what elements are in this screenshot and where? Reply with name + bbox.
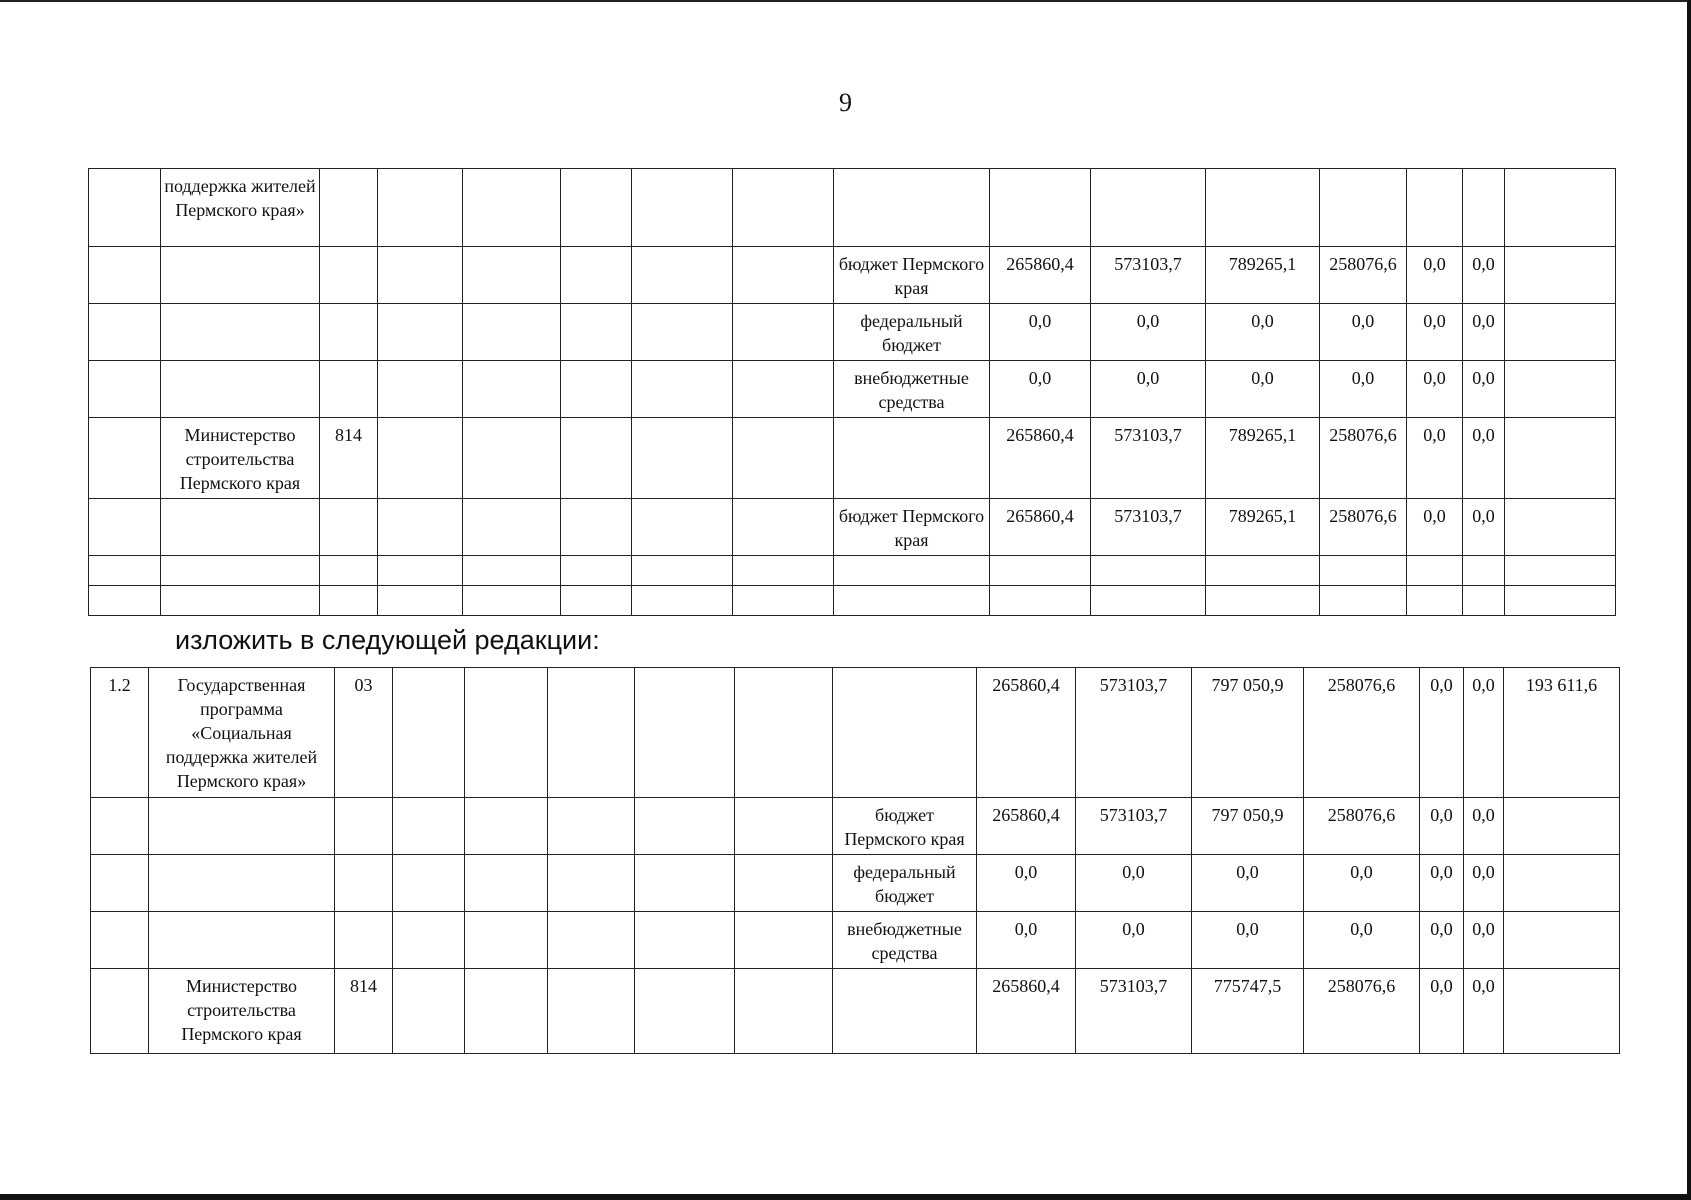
row-number-cell — [89, 418, 161, 499]
empty-cell — [393, 668, 465, 798]
value-cell: 573103,7 — [1091, 247, 1206, 304]
scan-border-right — [1687, 0, 1691, 1200]
empty-cell — [561, 418, 632, 499]
value-cell: 265860,4 — [977, 668, 1076, 798]
value-cell: 265860,4 — [990, 499, 1091, 556]
value-cell — [1505, 418, 1616, 499]
value-cell: 0,0 — [1420, 668, 1464, 798]
value-cell: 0,0 — [977, 855, 1076, 912]
empty-cell — [378, 556, 463, 586]
empty-cell — [561, 304, 632, 361]
value-cell — [1463, 169, 1505, 247]
value-cell — [1320, 169, 1407, 247]
table-row — [89, 361, 1616, 418]
program-name-cell — [161, 586, 320, 616]
empty-cell — [733, 418, 834, 499]
value-cell: 0,0 — [1463, 304, 1505, 361]
row-number-cell — [89, 556, 161, 586]
empty-cell — [735, 969, 833, 1054]
empty-cell — [733, 247, 834, 304]
empty-cell — [463, 361, 561, 418]
value-cell — [1504, 855, 1620, 912]
empty-cell — [465, 668, 548, 798]
code-cell — [320, 304, 378, 361]
value-cell: 0,0 — [1407, 418, 1463, 499]
program-name-cell — [149, 912, 335, 969]
value-cell: 0,0 — [1463, 418, 1505, 499]
code-cell: 814 — [320, 418, 378, 499]
value-cell — [1091, 169, 1206, 247]
funding-source-cell: федеральный бюджет — [834, 304, 990, 361]
table-row — [89, 556, 1616, 586]
table-row — [91, 912, 1620, 969]
code-cell — [335, 912, 393, 969]
value-cell — [1463, 586, 1505, 616]
value-cell: 0,0 — [1206, 361, 1320, 418]
value-cell: 0,0 — [1206, 304, 1320, 361]
table-row — [89, 586, 1616, 616]
value-cell: 573103,7 — [1091, 418, 1206, 499]
code-cell — [320, 556, 378, 586]
value-cell: 193 611,6 — [1504, 668, 1620, 798]
row-number-cell — [91, 798, 149, 855]
value-cell — [1504, 798, 1620, 855]
empty-cell — [733, 169, 834, 247]
program-name-cell — [149, 855, 335, 912]
empty-cell — [561, 247, 632, 304]
value-cell: 0,0 — [1463, 247, 1505, 304]
empty-cell — [632, 499, 733, 556]
code-cell — [335, 855, 393, 912]
table-row — [89, 247, 1616, 304]
value-cell — [1504, 912, 1620, 969]
row-number-cell — [91, 855, 149, 912]
empty-cell — [463, 247, 561, 304]
value-cell: 0,0 — [1463, 499, 1505, 556]
program-name-cell: поддержка жителей Пермского края» — [161, 169, 320, 247]
funding-source-cell — [833, 668, 977, 798]
program-name-cell — [161, 556, 320, 586]
value-cell: 0,0 — [1420, 912, 1464, 969]
empty-cell — [465, 798, 548, 855]
value-cell — [990, 169, 1091, 247]
code-cell — [320, 361, 378, 418]
value-cell — [990, 556, 1091, 586]
empty-cell — [561, 586, 632, 616]
value-cell: 573103,7 — [1076, 969, 1192, 1054]
value-cell: 797 050,9 — [1192, 798, 1304, 855]
value-cell: 0,0 — [1091, 361, 1206, 418]
program-name-cell — [149, 798, 335, 855]
empty-cell — [465, 969, 548, 1054]
program-name-cell: Министерство строительства Пермского края — [161, 418, 320, 499]
value-cell: 0,0 — [1464, 969, 1504, 1054]
empty-cell — [635, 668, 735, 798]
table-row — [91, 855, 1620, 912]
funding-source-cell — [834, 586, 990, 616]
row-number-cell — [89, 247, 161, 304]
empty-cell — [378, 247, 463, 304]
empty-cell — [561, 361, 632, 418]
value-cell: 0,0 — [977, 912, 1076, 969]
value-cell: 0,0 — [1464, 855, 1504, 912]
code-cell — [335, 798, 393, 855]
empty-cell — [393, 798, 465, 855]
empty-cell — [463, 556, 561, 586]
value-cell: 0,0 — [1320, 304, 1407, 361]
value-cell — [1407, 556, 1463, 586]
value-cell — [1504, 969, 1620, 1054]
value-cell: 0,0 — [1304, 855, 1420, 912]
value-cell — [1206, 556, 1320, 586]
funding-source-cell — [834, 556, 990, 586]
table-row — [89, 304, 1616, 361]
code-cell: 814 — [335, 969, 393, 1054]
empty-cell — [463, 304, 561, 361]
row-number-cell: 1.2 — [91, 668, 149, 798]
empty-cell — [463, 418, 561, 499]
value-cell: 0,0 — [1192, 855, 1304, 912]
empty-cell — [632, 169, 733, 247]
empty-cell — [733, 556, 834, 586]
value-cell: 573103,7 — [1076, 798, 1192, 855]
empty-cell — [632, 556, 733, 586]
empty-cell — [548, 912, 635, 969]
funding-source-cell — [834, 169, 990, 247]
empty-cell — [378, 499, 463, 556]
value-cell: 789265,1 — [1206, 418, 1320, 499]
value-cell: 258076,6 — [1320, 499, 1407, 556]
funding-source-cell: бюджет Пермского края — [833, 798, 977, 855]
funding-source-cell: внебюджетные средства — [834, 361, 990, 418]
code-cell: 03 — [335, 668, 393, 798]
value-cell — [1505, 556, 1616, 586]
funding-source-cell: федеральный бюджет — [833, 855, 977, 912]
empty-cell — [378, 169, 463, 247]
empty-cell — [378, 586, 463, 616]
code-cell — [320, 586, 378, 616]
value-cell — [1320, 586, 1407, 616]
value-cell: 258076,6 — [1304, 798, 1420, 855]
empty-cell — [393, 912, 465, 969]
row-number-cell — [91, 969, 149, 1054]
empty-cell — [635, 855, 735, 912]
value-cell — [1505, 304, 1616, 361]
page-number: 9 — [839, 88, 852, 117]
empty-cell — [463, 499, 561, 556]
empty-cell — [632, 418, 733, 499]
value-cell: 573103,7 — [1091, 499, 1206, 556]
value-cell: 258076,6 — [1304, 668, 1420, 798]
value-cell: 0,0 — [1192, 912, 1304, 969]
value-cell: 789265,1 — [1206, 247, 1320, 304]
value-cell: 0,0 — [1320, 361, 1407, 418]
empty-cell — [733, 586, 834, 616]
value-cell: 0,0 — [1464, 668, 1504, 798]
empty-cell — [393, 969, 465, 1054]
empty-cell — [632, 586, 733, 616]
value-cell: 0,0 — [1091, 304, 1206, 361]
new-budget-table — [90, 667, 1620, 1054]
value-cell — [1091, 556, 1206, 586]
empty-cell — [378, 304, 463, 361]
value-cell — [1505, 361, 1616, 418]
row-number-cell — [89, 361, 161, 418]
value-cell: 258076,6 — [1320, 418, 1407, 499]
value-cell: 0,0 — [990, 304, 1091, 361]
row-number-cell — [89, 304, 161, 361]
value-cell — [1463, 556, 1505, 586]
empty-cell — [393, 855, 465, 912]
value-cell — [1206, 586, 1320, 616]
value-cell — [1505, 247, 1616, 304]
program-name-cell: Министерство строительства Пермского края — [149, 969, 335, 1054]
scan-border-top — [0, 0, 1691, 2]
value-cell — [1206, 169, 1320, 247]
value-cell: 0,0 — [1407, 247, 1463, 304]
value-cell: 0,0 — [1076, 912, 1192, 969]
value-cell: 265860,4 — [990, 247, 1091, 304]
value-cell: 0,0 — [1464, 798, 1504, 855]
value-cell: 0,0 — [1076, 855, 1192, 912]
code-cell — [320, 169, 378, 247]
program-name-cell — [161, 304, 320, 361]
value-cell: 0,0 — [1420, 969, 1464, 1054]
empty-cell — [735, 668, 833, 798]
value-cell: 258076,6 — [1304, 969, 1420, 1054]
empty-cell — [632, 361, 733, 418]
value-cell: 0,0 — [1420, 798, 1464, 855]
value-cell: 0,0 — [1420, 855, 1464, 912]
empty-cell — [635, 798, 735, 855]
program-name-cell — [161, 499, 320, 556]
value-cell: 0,0 — [1304, 912, 1420, 969]
empty-cell — [463, 586, 561, 616]
empty-cell — [635, 969, 735, 1054]
value-cell: 0,0 — [1464, 912, 1504, 969]
code-cell — [320, 499, 378, 556]
row-number-cell — [91, 912, 149, 969]
value-cell: 265860,4 — [977, 798, 1076, 855]
empty-cell — [548, 969, 635, 1054]
table-row — [91, 798, 1620, 855]
value-cell: 265860,4 — [977, 969, 1076, 1054]
empty-cell — [733, 304, 834, 361]
value-cell — [1407, 169, 1463, 247]
funding-source-cell — [833, 969, 977, 1054]
value-cell: 265860,4 — [990, 418, 1091, 499]
program-name-cell — [161, 247, 320, 304]
old-budget-table — [88, 168, 1616, 616]
funding-source-cell: бюджет Пермского края — [834, 499, 990, 556]
program-name-cell — [161, 361, 320, 418]
funding-source-cell: внебюджетные средства — [833, 912, 977, 969]
value-cell — [1091, 586, 1206, 616]
value-cell: 775747,5 — [1192, 969, 1304, 1054]
empty-cell — [548, 855, 635, 912]
scan-border-bottom — [0, 1194, 1691, 1200]
empty-cell — [733, 499, 834, 556]
table-row — [89, 169, 1616, 247]
value-cell: 0,0 — [1407, 361, 1463, 418]
empty-cell — [465, 912, 548, 969]
code-cell — [320, 247, 378, 304]
value-cell — [1505, 169, 1616, 247]
value-cell — [1407, 586, 1463, 616]
empty-cell — [548, 798, 635, 855]
empty-cell — [561, 169, 632, 247]
row-number-cell — [89, 169, 161, 247]
empty-cell — [635, 912, 735, 969]
value-cell — [1505, 586, 1616, 616]
value-cell — [990, 586, 1091, 616]
row-number-cell — [89, 586, 161, 616]
empty-cell — [561, 556, 632, 586]
empty-cell — [735, 855, 833, 912]
value-cell: 0,0 — [1407, 304, 1463, 361]
value-cell — [1320, 556, 1407, 586]
empty-cell — [378, 418, 463, 499]
empty-cell — [465, 855, 548, 912]
instruction-text: изложить в следующей редакции: — [175, 625, 600, 655]
value-cell — [1505, 499, 1616, 556]
empty-cell — [733, 361, 834, 418]
empty-cell — [561, 499, 632, 556]
empty-cell — [378, 361, 463, 418]
table-row — [91, 969, 1620, 1054]
value-cell: 0,0 — [990, 361, 1091, 418]
value-cell: 789265,1 — [1206, 499, 1320, 556]
empty-cell — [548, 668, 635, 798]
empty-cell — [735, 798, 833, 855]
row-number-cell — [89, 499, 161, 556]
value-cell: 0,0 — [1407, 499, 1463, 556]
value-cell: 0,0 — [1463, 361, 1505, 418]
value-cell: 573103,7 — [1076, 668, 1192, 798]
program-name-cell: Государственная программа «Социальная поддержка жителей Пермского края» — [149, 668, 335, 798]
funding-source-cell — [834, 418, 990, 499]
value-cell: 797 050,9 — [1192, 668, 1304, 798]
table-row — [91, 668, 1620, 798]
value-cell: 258076,6 — [1320, 247, 1407, 304]
empty-cell — [735, 912, 833, 969]
empty-cell — [463, 169, 561, 247]
table-row — [89, 418, 1616, 499]
table-row — [89, 499, 1616, 556]
empty-cell — [632, 304, 733, 361]
funding-source-cell: бюджет Пермского края — [834, 247, 990, 304]
empty-cell — [632, 247, 733, 304]
